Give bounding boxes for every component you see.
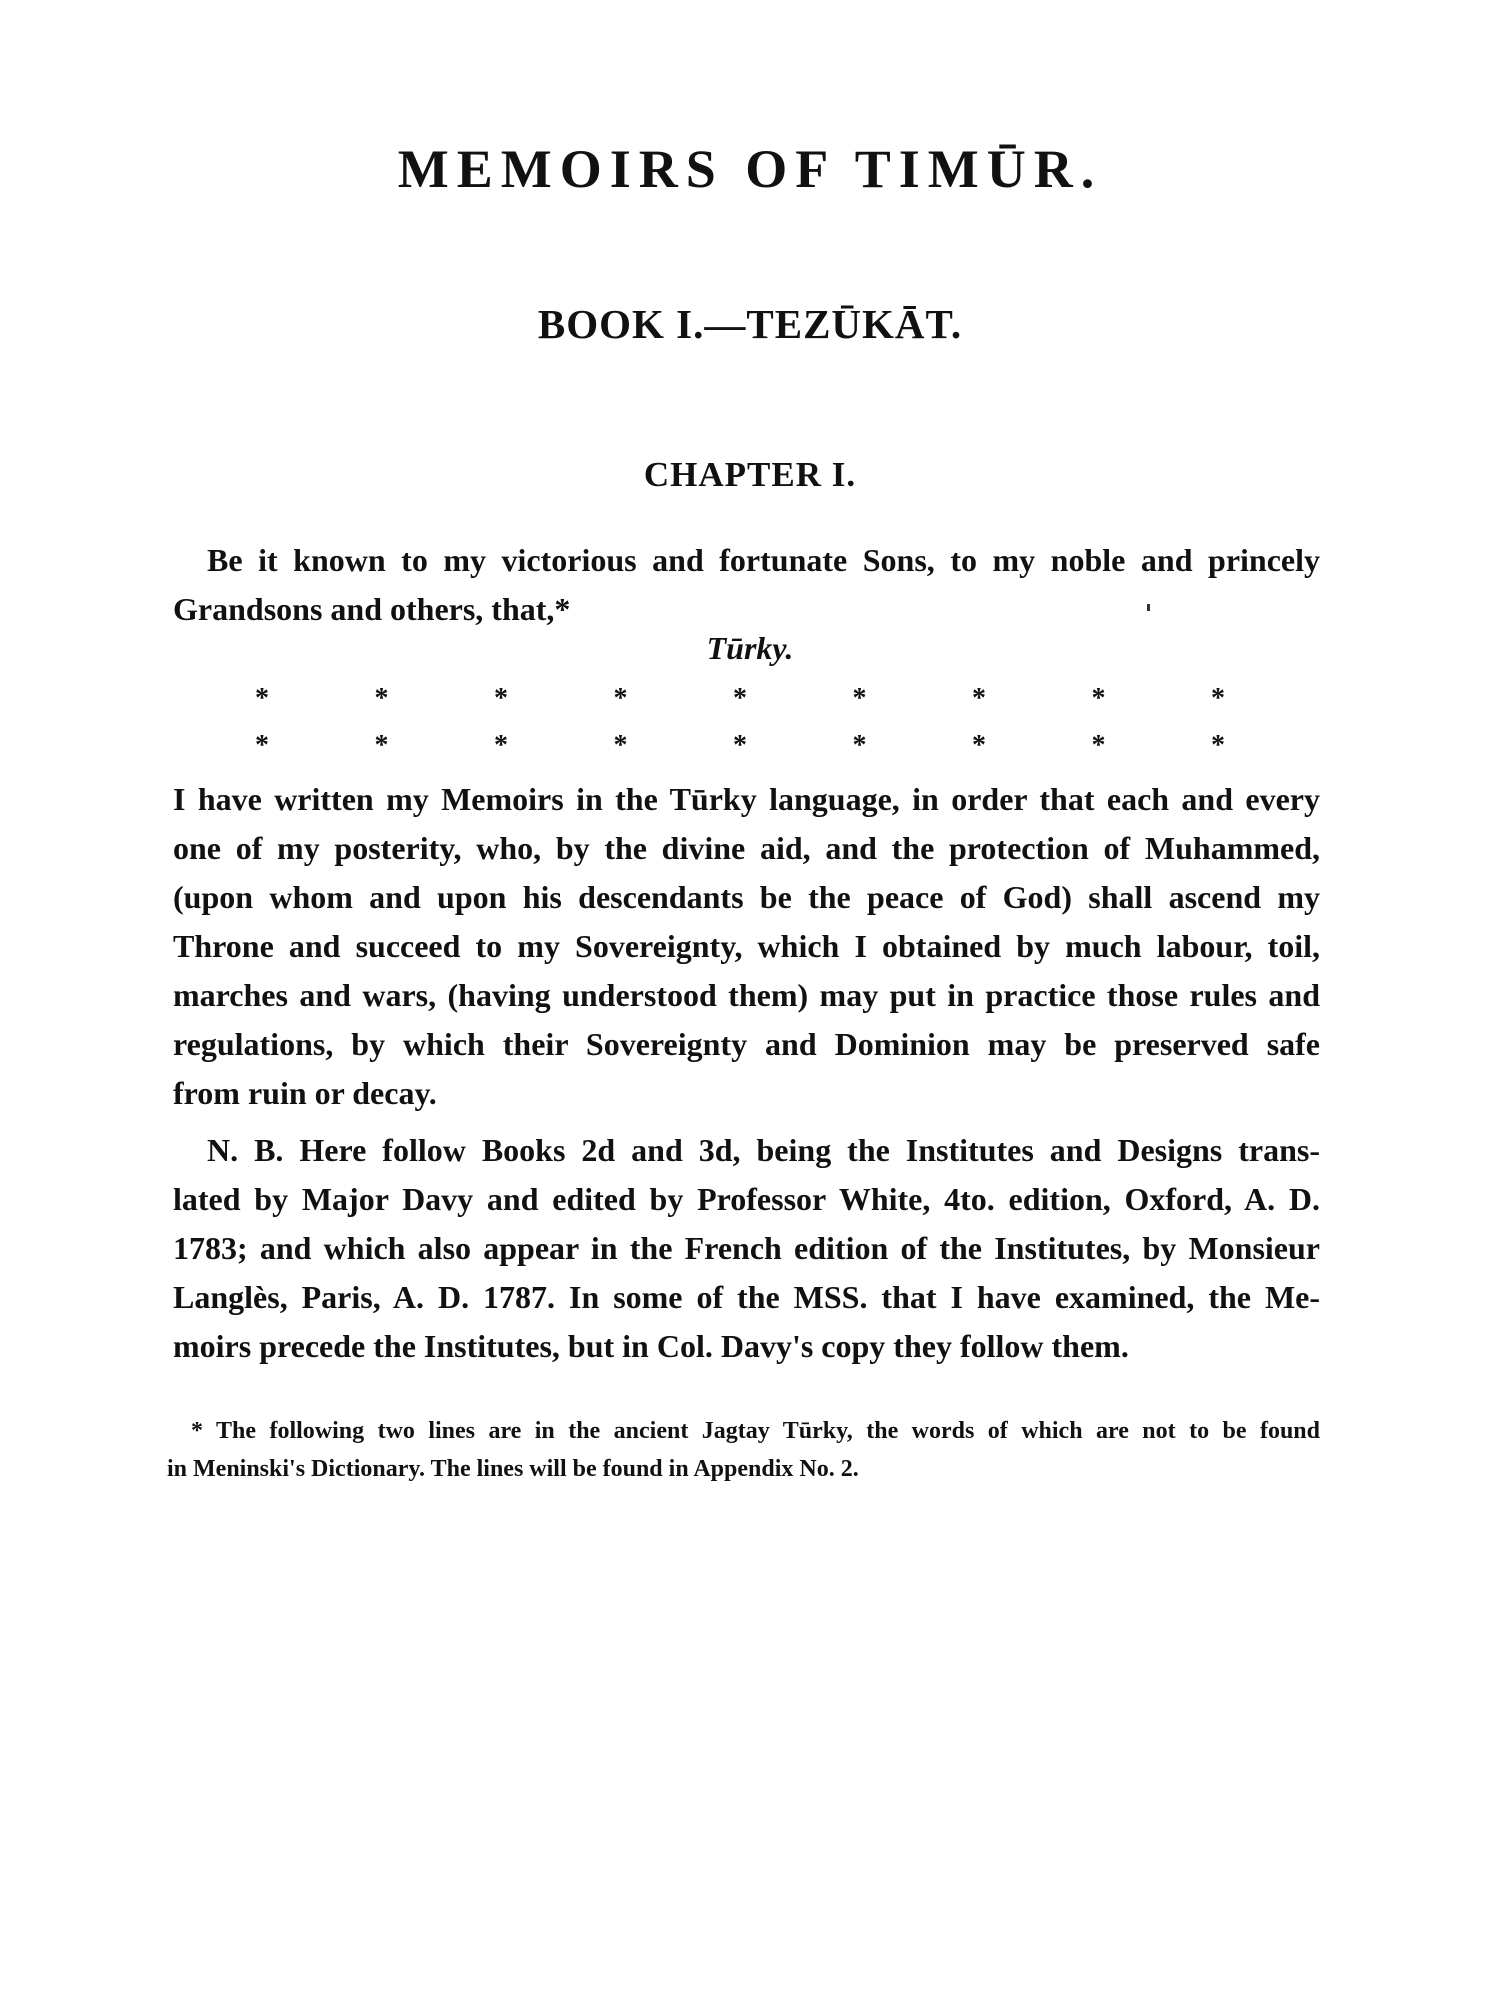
asterisk: * <box>494 730 508 761</box>
chapter-heading: CHAPTER I. <box>643 455 857 494</box>
note-paragraph <box>173 1126 1320 1371</box>
paragraph-line: N. B. Here follow Books 2d and 3d, being the Institutes and Designs trans- <box>207 1132 1320 1168</box>
paragraph-line: lated by Major Davy and edited by Professor White, 4to. edition, Oxford, A. D. <box>173 1181 1320 1217</box>
asterisk: * <box>374 730 389 761</box>
asterisk: * <box>733 683 747 714</box>
paragraph-line: 1783; and which also appear in the French edition of the Institutes, by Monsieur <box>173 1230 1320 1266</box>
print-speck <box>1147 604 1150 611</box>
footnote-line: * The following two lines are in the ancient Jagtay Tūrky, the words of which are not to be found <box>191 1418 1320 1444</box>
footnote-line: in Meninski's Dictionary. The lines will be found in Appendix No. 2. <box>167 1456 859 1482</box>
turky-label: Tūrky. <box>706 630 794 666</box>
paragraph-line: (upon whom and upon his descendants be the peace of God) shall ascend my <box>173 879 1320 915</box>
paragraph-line: Langlès, Paris, A. D. 1787. In some of the MSS. that I have examined, the Me- <box>173 1279 1320 1315</box>
paragraph-line: from ruin or decay. <box>173 1075 437 1111</box>
asterisk: * <box>972 683 986 714</box>
asterisk: * <box>494 683 508 714</box>
paragraph-line: I have written my Memoirs in the Tūrky language, in order that each and every <box>173 781 1320 817</box>
asterism-row <box>255 683 1225 715</box>
asterisk: * <box>613 730 628 761</box>
asterisk: * <box>374 683 389 714</box>
asterisk: * <box>613 683 628 714</box>
asterisk: * <box>255 683 269 714</box>
memoirs-paragraph <box>173 775 1320 1118</box>
footnote <box>167 1412 1320 1488</box>
asterisk: * <box>1211 730 1225 761</box>
asterisk: * <box>852 683 867 714</box>
asterism-row <box>255 730 1225 762</box>
asterisk: * <box>972 730 986 761</box>
paragraph-line: marches and wars, (having understood them) may put in practice those rules and <box>173 977 1320 1013</box>
paragraph-line: regulations, by which their Sovereignty and Dominion may be preserved safe <box>173 1026 1320 1062</box>
paragraph-line: Grandsons and others, that,* <box>173 591 571 627</box>
book-heading: BOOK I.—TEZŪKĀT. <box>537 301 963 347</box>
asterisk: * <box>255 730 269 761</box>
asterisk: * <box>1211 683 1225 714</box>
paragraph-line: Throne and succeed to my Sovereignty, which I obtained by much labour, toil, <box>173 928 1320 964</box>
asterisk: * <box>1091 730 1106 761</box>
asterisk: * <box>1091 683 1106 714</box>
paragraph-line: Be it known to my victorious and fortunate Sons, to my noble and princely <box>207 542 1320 578</box>
asterisk: * <box>852 730 867 761</box>
paragraph-line: one of my posterity, who, by the divine aid, and the protection of Muhammed, <box>173 830 1320 866</box>
paragraph-line: moirs precede the Institutes, but in Col. Davy's copy they follow them. <box>173 1328 1129 1364</box>
page-title: MEMOIRS OF TIMŪR. <box>397 139 1103 199</box>
asterisk: * <box>733 730 747 761</box>
opening-paragraph <box>173 536 1320 634</box>
